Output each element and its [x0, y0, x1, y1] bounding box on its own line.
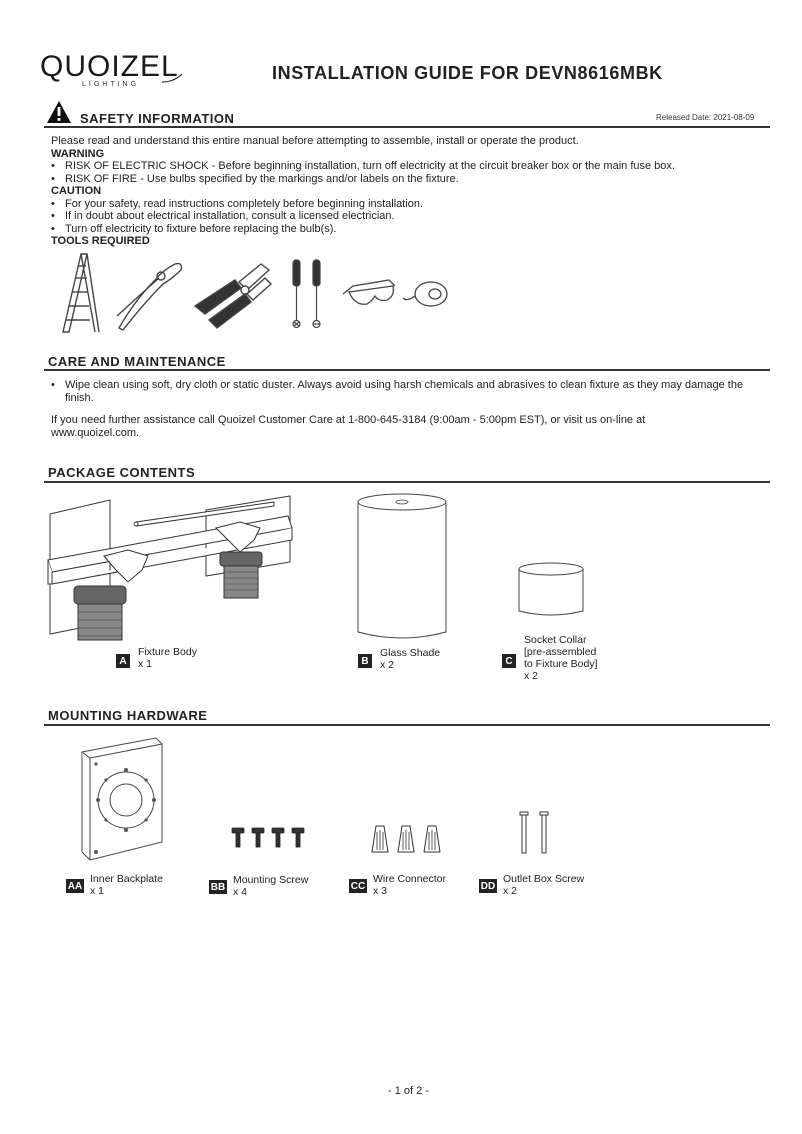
caution-item: • Turn off electricity to fixture before replacing the bulb(s).	[51, 222, 337, 235]
fixture-body-illustration	[44, 492, 304, 642]
care-heading: CARE AND MAINTENANCE	[48, 354, 226, 369]
part-code: B	[358, 654, 372, 668]
page-number: - 1 of 2 -	[388, 1085, 429, 1097]
socket-collar-illustration	[516, 561, 586, 621]
wire-connector-illustration	[368, 822, 444, 854]
tools-illustration	[55, 250, 455, 334]
part-name: Glass Shade x 2	[380, 647, 441, 671]
part-code: BB	[210, 881, 226, 893]
ladder-icon	[63, 254, 99, 332]
tools-label: TOOLS REQUIRED	[51, 235, 150, 247]
released-date: Released Date: 2021-08-09	[656, 113, 755, 122]
safety-heading: SAFETY INFORMATION	[80, 111, 235, 126]
warning-item: • RISK OF FIRE - Use bulbs specified by the markings and/or labels on the fixture.	[51, 172, 459, 185]
care-rule	[44, 369, 770, 371]
logo-text: QUOIZEL	[40, 50, 179, 83]
pliers-icon	[117, 264, 181, 330]
hardware-heading: MOUNTING HARDWARE	[48, 708, 208, 723]
care-bullet: • Wipe clean using soft, dry cloth or static duster. Always avoid using harsh chemicals and abrasives to clean fixture as they may damage the finish.	[51, 379, 744, 404]
part-name: Outlet Box Screw x 2	[503, 873, 585, 897]
part-code: C	[502, 654, 516, 668]
caution-label: CAUTION	[51, 185, 102, 197]
part-code: AA	[67, 880, 83, 892]
page-title: INSTALLATION GUIDE FOR DEVN8616MBK	[272, 63, 663, 83]
part-name: Socket Collar [pre-assembled to Fixture Body] x 2	[524, 634, 598, 682]
wire-stripper-icon	[195, 264, 271, 328]
part-code: A	[116, 654, 130, 668]
logo-subtext: LIGHTING	[82, 81, 140, 88]
part-code: CC	[350, 880, 366, 892]
safety-body	[51, 135, 771, 248]
assist-text: If you need further assistance call Quoizel Customer Care at 1-800-645-3184 (9:00am - 5:00pm EST), or visit us on-line at www.quoizel.com.	[51, 414, 646, 439]
part-code: DD	[480, 880, 496, 892]
mounting-screw-illustration	[230, 826, 312, 852]
part-name: Fixture Body x 1	[138, 646, 197, 670]
safety-glasses-icon	[343, 280, 395, 304]
screwdriver-icon	[293, 260, 320, 328]
logo-swoosh-icon	[160, 72, 184, 84]
logo	[40, 52, 190, 92]
package-rule	[44, 481, 770, 483]
caution-item: • For your safety, read instructions completely before beginning installation.	[51, 197, 424, 210]
warning-item: • RISK OF ELECTRIC SHOCK - Before beginning installation, turn off electricity at the circuit breaker box or the main fuse box.	[51, 160, 675, 172]
warning-label: WARNING	[51, 147, 105, 160]
part-name: Wire Connector x 3	[373, 873, 446, 897]
glass-shade-illustration	[356, 492, 448, 644]
warning-triangle-icon	[46, 100, 72, 124]
hardware-rule	[44, 724, 770, 726]
inner-backplate-illustration	[76, 734, 168, 864]
outlet-box-screw-illustration	[516, 810, 552, 856]
part-name: Mounting Screw x 4	[233, 874, 309, 898]
safety-rule	[44, 126, 770, 128]
package-heading: PACKAGE CONTENTS	[48, 465, 196, 480]
part-name: Inner Backplate x 1	[90, 873, 163, 897]
caution-item: • If in doubt about electrical installation, consult a licensed electrician.	[51, 210, 395, 222]
electrical-tape-icon	[403, 282, 447, 306]
safety-intro: Please read and understand this entire manual before attempting to assemble, install or operate the product.	[51, 135, 579, 147]
